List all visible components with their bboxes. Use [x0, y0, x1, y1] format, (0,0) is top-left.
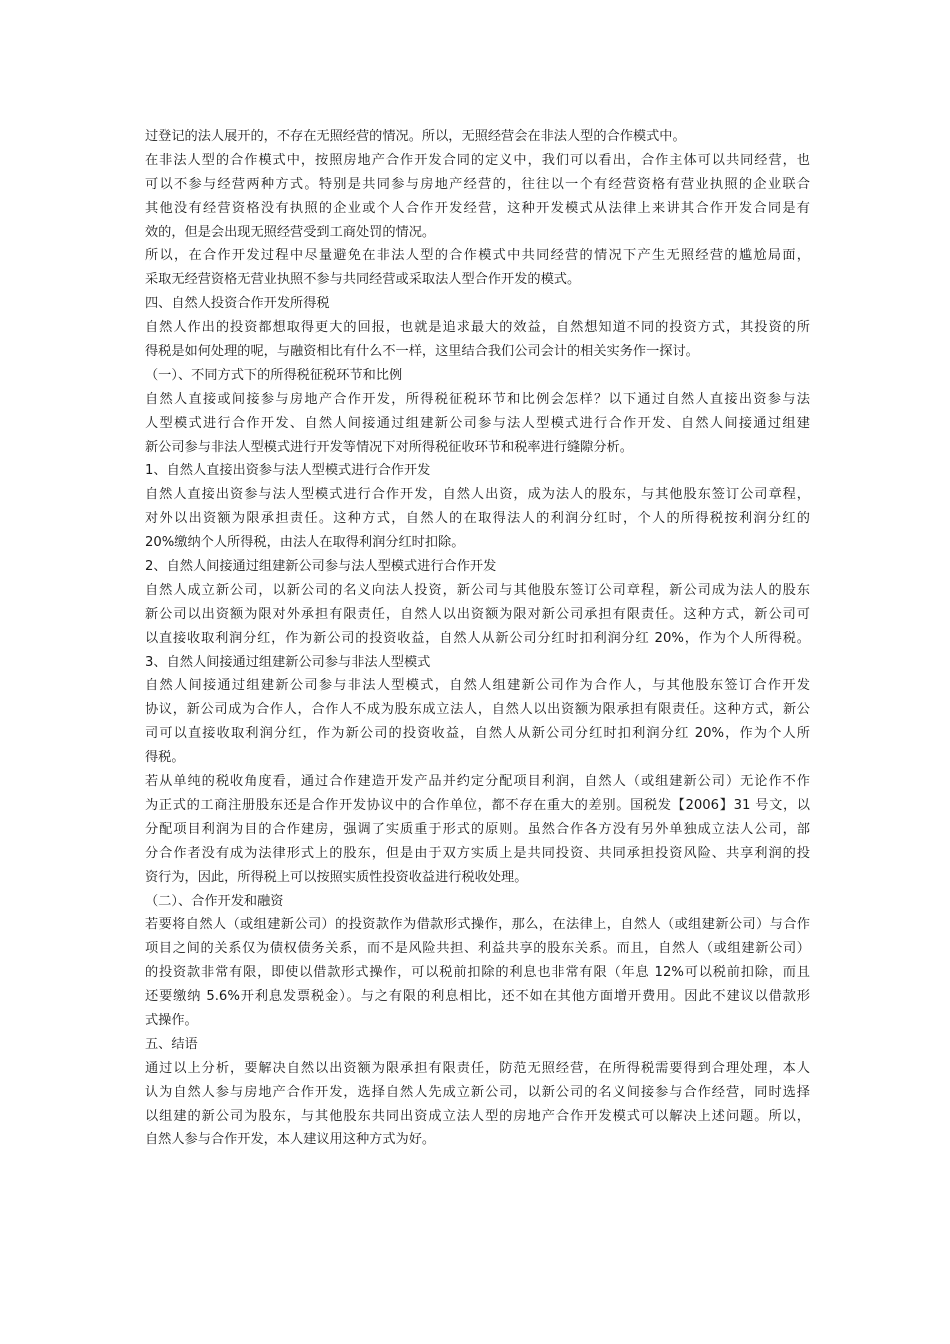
text-line: 若要将自然人（或组建新公司）的投资款作为借款形式操作，那么，在法律上，自然人（或组建新公司）与合作: [145, 917, 810, 933]
text-line: 可以不参与经营两种方式。特别是共同参与房地产经营的，往往以一个有经营资格有营业执照的企业联合: [145, 176, 810, 192]
text-line: 自然人成立新公司，以新公司的名义向法人投资，新公司与其他股东签订公司章程，新公司成为法人的股东: [145, 582, 810, 598]
text-line: 自然人间接通过组建新公司参与非法人型模式，自然人组建新公司作为合作人，与其他股东签订合作开发: [145, 678, 810, 694]
text-line: （一）、不同方式下的所得税征税环节和比例: [145, 367, 403, 383]
text-line: 协议，新公司成为合作人，合作人不成为股东成立法人，自然人以出资额为限承担有限责任。这种方式，新公: [145, 702, 810, 718]
text-line: 若从单纯的税收角度看，通过合作建造开发产品并约定分配项目利润，自然人（或组建新公司）无论作不作: [145, 774, 810, 790]
text-line: 新公司参与非法人型模式进行开发等情况下对所得税征收环节和税率进行缝隙分析。: [145, 439, 633, 455]
text-line: 3、自然人间接通过组建新公司参与非法人型模式: [145, 654, 431, 670]
text-line: 人型模式进行合作开发、自然人间接通过组建新公司参与法人型模式进行合作开发、自然人间接通过组建: [145, 415, 810, 431]
text-line: 其他没有经营资格没有执照的企业或个人合作开发经营，这种开发模式从法律上来讲其合作开发合同是有: [145, 200, 810, 216]
document-body: [145, 125, 810, 1152]
text-line: 的投资款非常有限，即使以借款形式操作，可以税前扣除的利息也非常有限（年息 12%可以税前扣除，而且: [145, 965, 810, 981]
text-line: 新公司以出资额为限对外承担有限责任，自然人以出资额为限对新公司承担有限责任。这种方式，新公司可: [145, 606, 810, 622]
text-line: 在非法人型的合作模式中，按照房地产合作开发合同的定义中，我们可以看出，合作主体可以共同经营，也: [145, 152, 810, 168]
text-line: 分配项目利润为目的合作建房，强调了实质重于形式的原则。虽然合作各方没有另外单独成立法人公司，部: [145, 821, 810, 837]
text-line: 得税。: [145, 750, 185, 766]
text-line: 还要缴纳 5.6%开利息发票税金）。与之有限的利息相比，还不如在其他方面增开费用。因此不建议以借款形: [145, 989, 810, 1005]
text-line: 五、结语: [145, 1036, 198, 1052]
text-line: （二）、合作开发和融资: [145, 893, 284, 909]
text-line: 认为自然人参与房地产合作开发，选择自然人先成立新公司，以新公司的名义间接参与合作经营，同时选择: [145, 1084, 810, 1100]
text-line: 效的，但是会出现无照经营受到工商处罚的情况。: [145, 224, 436, 240]
text-line: 1、自然人直接出资参与法人型模式进行合作开发: [145, 463, 431, 479]
text-line: 式操作。: [145, 1012, 198, 1028]
text-line: 自然人作出的投资都想取得更大的回报，也就是追求最大的效益，自然想知道不同的投资方式，其投资的所: [145, 320, 810, 336]
text-line: 通过以上分析，要解决自然以出资额为限承担有限责任，防范无照经营，在所得税需要得到合理处理，本人: [145, 1060, 810, 1076]
text-line: 所以，在合作开发过程中尽量避免在非法人型的合作模式中共同经营的情况下产生无照经营的尴尬局面，: [145, 248, 810, 264]
text-line: 以组建的新公司为股东，与其他股东共同出资成立法人型的房地产合作开发模式可以解决上述问题。所以，: [145, 1108, 810, 1124]
text-line: 采取无经营资格无营业执照不参与共同经营或采取法人型合作开发的模式。: [145, 272, 581, 288]
text-line: 得税是如何处理的呢，与融资相比有什么不一样，这里结合我们公司会计的相关实务作一探讨。: [145, 344, 699, 360]
text-line: 自然人参与合作开发，本人建议用这种方式为好。: [145, 1132, 436, 1148]
text-line: 20%缴纳个人所得税，由法人在取得利润分红时扣除。: [145, 535, 465, 551]
text-line: 自然人直接或间接参与房地产合作开发，所得税征税环节和比例会怎样？以下通过自然人直接出资参与法: [145, 391, 810, 407]
text-line: 项目之间的关系仅为债权债务关系，而不是风险共担、利益共享的股东关系。而且，自然人（或组建新公司）: [145, 941, 810, 957]
text-line: 为正式的工商注册股东还是合作开发协议中的合作单位，都不存在重大的差别。国税发【2006】31 号文，以: [145, 797, 810, 813]
text-line: 2、自然人间接通过组建新公司参与法人型模式进行合作开发: [145, 559, 497, 575]
text-line: 过登记的法人展开的，不存在无照经营的情况。所以，无照经营会在非法人型的合作模式中。: [145, 129, 686, 144]
text-line: 资行为，因此，所得税上可以按照实质性投资收益进行税收处理。: [145, 869, 528, 885]
text-line: 四、自然人投资合作开发所得税: [145, 296, 330, 312]
text-line: 司可以直接收取利润分红，作为新公司的投资收益，自然人从新公司分红时扣利润分红 20%，作为个人所: [145, 726, 810, 742]
text-line: 对外以出资额为限承担责任。这种方式，自然人的在取得法人的利润分红时，个人的所得税按利润分红的: [145, 511, 810, 527]
text-line: 自然人直接出资参与法人型模式进行合作开发，自然人出资，成为法人的股东，与其他股东签订公司章程，: [145, 487, 810, 503]
text-line: 分合作者没有成为法律形式上的股东，但是由于双方实质上是共同投资、共同承担投资风险、共享利润的投: [145, 845, 810, 861]
text-line: 以直接收取利润分红，作为新公司的投资收益，自然人从新公司分红时扣利润分红 20%，作为个人所得税。: [145, 630, 810, 646]
